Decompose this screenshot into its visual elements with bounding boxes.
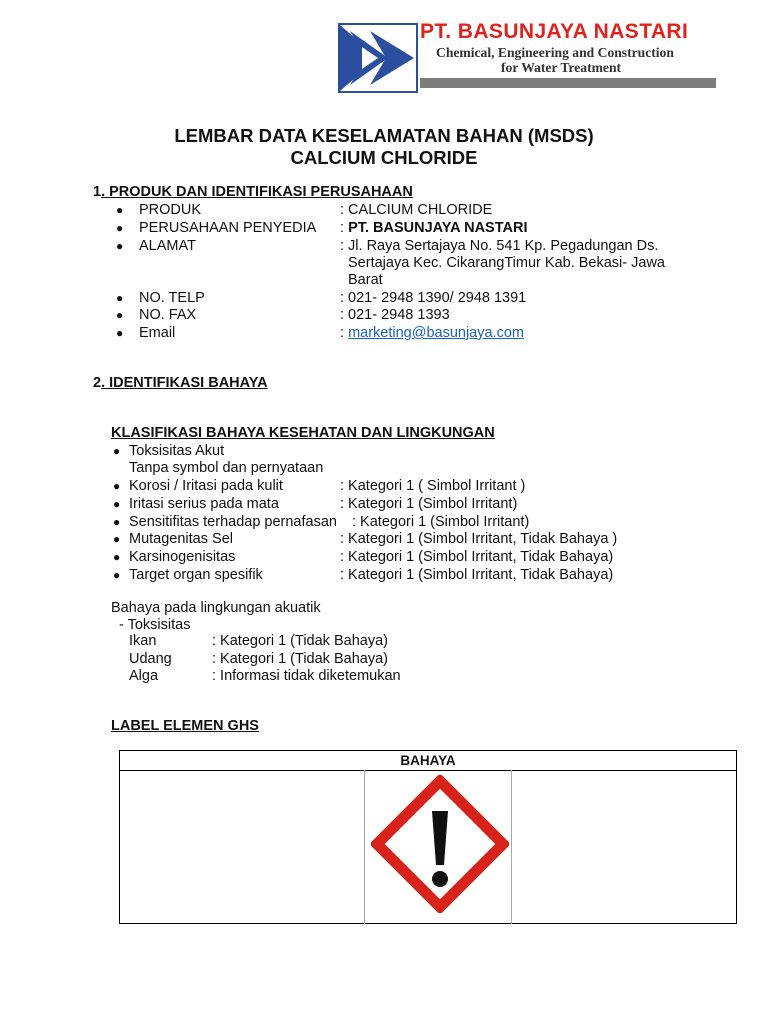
bullet-icon: ● [116,203,124,217]
hazard-bullet [113,549,120,565]
produk-value: : CALCIUM CHLORIDE [340,202,493,218]
document-subtitle: CALCIUM CHLORIDE [290,147,478,168]
telp-value: : 021- 2948 1390/ 2948 1391 [340,290,527,306]
hazard-bullet [113,496,120,512]
hazard-acute-note: Tanpa symbol dan pernyataan [129,460,324,476]
company-name: PT. BASUNJAYA NASTARI [420,20,689,43]
hazard-eye-value: : Kategori 1 (Simbol Irritant) [340,496,518,512]
list-item-fax [116,307,123,323]
section1-number: 1 [93,184,102,200]
hazard-resp-label: Sensitifitas terhadap pernafasan [129,514,337,530]
perusahaan-value [340,220,527,236]
list-item-produk [116,202,123,218]
list-item-alamat [116,238,123,254]
aquatic-udang-value: : Kategori 1 (Tidak Bahaya) [212,651,388,667]
perusahaan-label: PERUSAHAAN PENYEDIA [139,220,317,236]
section1-heading [93,184,413,200]
bullet-icon: ● [116,239,124,253]
section2-heading [93,375,268,391]
bullet-icon: ● [116,221,124,235]
company-logo [338,23,418,93]
company-tagline-line2: for Water Treatment [501,60,622,75]
hazard-mutagen-label: Mutagenitas Sel [129,531,233,547]
klasifikasi-heading: KLASIFIKASI BAHAYA KESEHATAN DAN LINGKUNGAN [111,425,495,441]
bullet-icon: ● [116,291,124,305]
ghs-heading: LABEL ELEMEN GHS [111,718,259,734]
hazard-acute-label: Toksisitas Akut [129,443,225,459]
hazard-skin-value: : Kategori 1 ( Simbol Irritant ) [340,478,526,494]
aquatic-heading: Bahaya pada lingkungan akuatik [111,600,321,616]
perusahaan-name: PT. BASUNJAYA NASTARI [348,220,528,236]
telp-label: NO. TELP [139,290,205,306]
hazard-carcino-value: : Kategori 1 (Simbol Irritant, Tidak Bahaya) [340,549,614,565]
email-label: Email [139,325,176,341]
hazard-target-label: Target organ spesifik [129,567,263,583]
hazard-skin-label: Korosi / Iritasi pada kulit [129,478,283,494]
ghs-label-table [119,750,737,924]
list-item-telp [116,290,123,306]
bullet-icon: ● [113,497,121,511]
section2-number: 2 [93,375,102,391]
email-link[interactable]: marketing@basunjaya.com [348,325,524,341]
hazard-eye-label: Iritasi serius pada mata [129,496,279,512]
alamat-value-line1: : Jl. Raya Sertajaya No. 541 Kp. Pegadungan Ds. [340,238,659,254]
email-colon: : [340,325,349,341]
bullet-icon: ● [116,326,124,340]
header-divider [420,78,716,88]
hazard-bullet [113,443,120,459]
aquatic-ikan-value: : Kategori 1 (Tidak Bahaya) [212,633,388,649]
aquatic-udang-label: Udang [129,651,172,667]
fax-label: NO. FAX [139,307,197,323]
perusahaan-colon: : [340,220,349,236]
section2-title: . IDENTIFIKASI BAHAYA [101,375,268,391]
bullet-icon: ● [113,550,121,564]
hazard-bullet [113,478,120,494]
aquatic-alga-label: Alga [129,668,159,684]
logo-arrow-icon [340,25,416,91]
document-title: LEMBAR DATA KESELAMATAN BAHAN (MSDS) [174,125,594,146]
fax-value: : 021- 2948 1393 [340,307,450,323]
company-tagline-line1: Chemical, Engineering and Construction [436,45,674,60]
hazard-bullet [113,567,120,583]
bullet-icon: ● [116,308,124,322]
list-item-perusahaan [116,220,123,236]
hazard-resp-value: : Kategori 1 (Simbol Irritant) [352,514,530,530]
ghs-column-divider [364,770,365,924]
aquatic-subheading: - Toksisitas [119,617,191,633]
hazard-bullet [113,514,120,530]
aquatic-ikan-label: Ikan [129,633,157,649]
bullet-icon: ● [113,532,121,546]
section1-title: . PRODUK DAN IDENTIFIKASI PERUSAHAAN [101,184,413,200]
ghs-column-divider [511,770,512,924]
bullet-icon: ● [113,568,121,582]
hazard-carcino-label: Karsinogenisitas [129,549,236,565]
alamat-value-line2: Sertajaya Kec. CikarangTimur Kab. Bekasi- Jawa [348,255,665,271]
alamat-label: ALAMAT [139,238,196,254]
ghs-table-header: BAHAYA [120,751,736,771]
hazard-mutagen-value: : Kategori 1 (Simbol Irritant, Tidak Bahaya ) [340,531,618,547]
bullet-icon: ● [113,444,121,458]
bullet-icon: ● [113,479,121,493]
hazard-target-value: : Kategori 1 (Simbol Irritant, Tidak Bahaya) [340,567,614,583]
bullet-icon: ● [113,515,121,529]
alamat-value-line3: Barat [348,272,383,288]
email-value [340,325,524,341]
produk-label: PRODUK [139,202,202,218]
exclamation-mark-icon [371,775,509,917]
aquatic-alga-value: : Informasi tidak diketemukan [212,668,401,684]
hazard-bullet [113,531,120,547]
list-item-email [116,325,123,341]
